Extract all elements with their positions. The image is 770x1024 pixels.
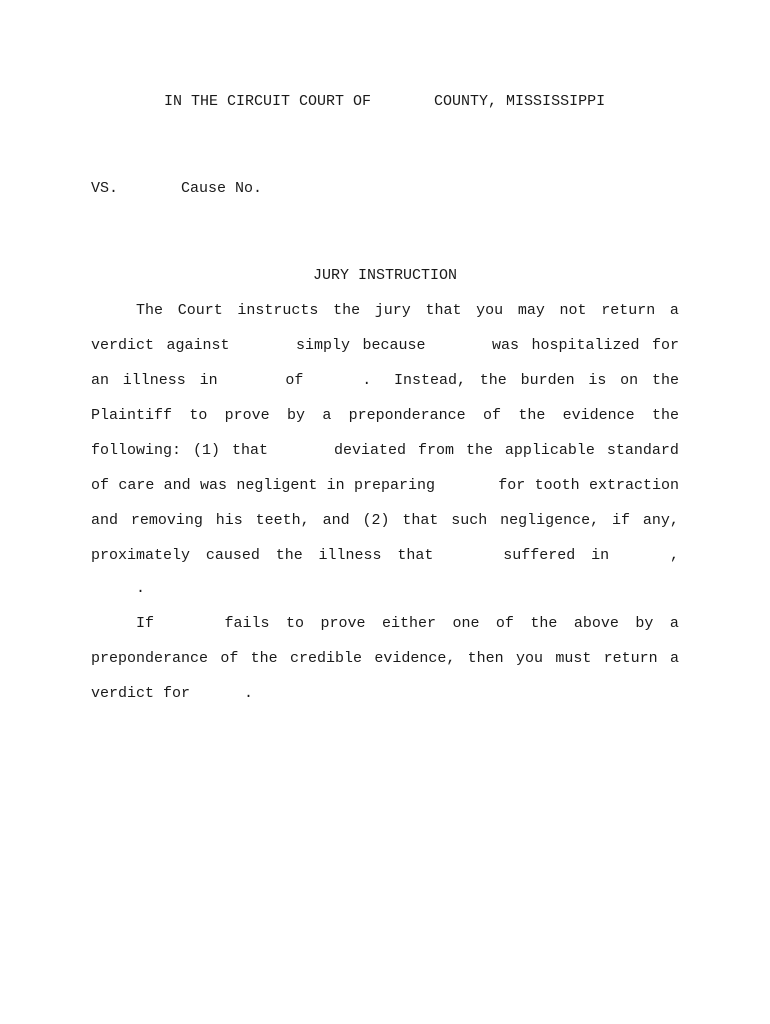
paragraph-line [91,650,679,668]
word: illness [122,372,186,389]
word: jury [374,302,411,319]
word: either [381,615,436,632]
word: caused [205,547,260,564]
word: for [444,477,526,494]
word: and [163,477,191,494]
word: you [476,302,504,319]
paragraph-2-last-line: verdict for . [91,685,254,702]
word: verdict [91,337,155,354]
paragraph-1-last-line: . [136,580,146,597]
word: that [425,302,462,319]
paragraph-line [91,477,679,495]
word: to [189,407,208,424]
word: suffered [449,547,576,564]
word: and [322,512,350,529]
word: preparing [353,477,435,494]
word: was [437,337,519,354]
word: proximately [91,547,191,564]
word: preponderance [348,407,466,424]
word: the [518,407,546,424]
word: if [612,512,631,529]
word: applicable [504,442,595,459]
word: in [199,372,218,389]
word: burden [520,372,575,389]
paragraph-line [91,547,679,565]
word: credible [290,650,363,667]
word: in [591,547,610,564]
word: in [326,477,345,494]
word: care [118,477,155,494]
word: a [669,650,679,667]
paragraph-line [91,407,679,425]
versus-label: VS. [91,180,119,197]
word: (1) [192,442,220,459]
word: standard [606,442,679,459]
word: above [573,615,619,632]
word: the [250,650,278,667]
word: any, [642,512,679,529]
paragraph-line [91,337,679,355]
word: an [91,372,110,389]
word: prove [224,407,270,424]
word: the [479,372,507,389]
word: by [635,615,654,632]
word: of [231,372,304,389]
paragraph-line [91,442,679,460]
word: not [559,302,587,319]
word: of [91,477,110,494]
word: (2) [362,512,390,529]
word: deviated [279,442,406,459]
word: was [199,477,227,494]
word: of [482,407,501,424]
word: Court [177,302,223,319]
word: removing [130,512,203,529]
word: the [465,442,493,459]
word: such [451,512,488,529]
word: tooth [534,477,580,494]
word: simply [241,337,350,354]
word: the [651,372,679,389]
word: that [397,547,434,564]
word: because [362,337,426,354]
word: the [275,547,303,564]
word: the [651,407,679,424]
word: evidence, [374,650,456,667]
word: hospitalized [531,337,640,354]
word: you [515,650,543,667]
word: return [603,650,658,667]
word: for [651,337,679,354]
court-caption-line: IN THE CIRCUIT COURT OF COUNTY, MISSISSIPPI [164,93,606,110]
word: negligent [236,477,318,494]
word: the [530,615,558,632]
word: a [322,407,332,424]
instruction-title: JURY INSTRUCTION [313,267,458,284]
word: the [333,302,361,319]
word: by [286,407,305,424]
word: and [91,512,119,529]
word: prove [320,615,366,632]
word: return [601,302,656,319]
word: following: [91,442,182,459]
word: preponderance [91,650,209,667]
word: may [517,302,545,319]
word: that [402,512,439,529]
paragraph-line [91,372,679,390]
word: negligence, [500,512,600,529]
word: a [669,615,679,632]
word: is [588,372,607,389]
cause-number-label: Cause No. [181,180,263,197]
word: illness [318,547,382,564]
word: to [285,615,304,632]
paragraph-line [136,302,679,320]
word: from [417,442,454,459]
word: against [166,337,230,354]
word: instructs [237,302,319,319]
word: of [220,650,239,667]
word: . [317,372,372,389]
word: fails [170,615,270,632]
word: one [452,615,480,632]
word: then [467,650,504,667]
word: evidence [562,407,635,424]
word: on [620,372,639,389]
word: extraction [588,477,679,494]
word: that [231,442,268,459]
word: of [495,615,514,632]
paragraph-line [91,512,679,530]
word: a [669,302,679,319]
word: teeth, [255,512,310,529]
word: his [215,512,243,529]
word: Plaintiff [91,407,173,424]
word: If [136,615,155,632]
word: Instead, [384,372,466,389]
word: The [136,302,164,319]
word: must [555,650,592,667]
paragraph-line [136,615,679,633]
word: , [624,547,679,564]
